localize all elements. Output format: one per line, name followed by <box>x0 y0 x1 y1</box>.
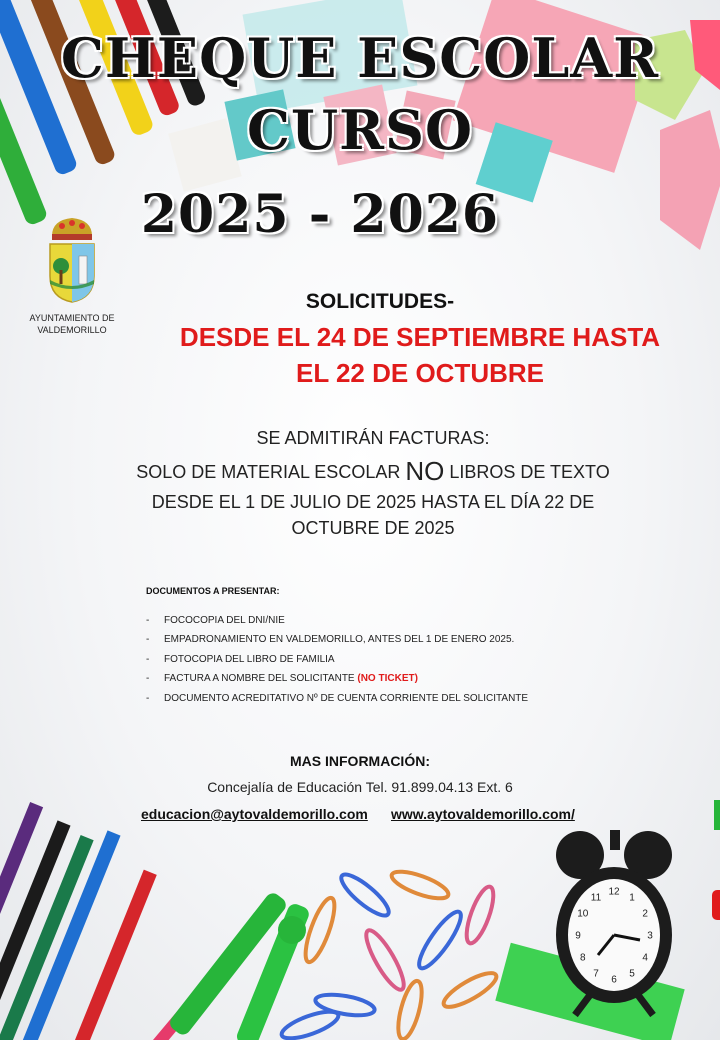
clock-numeral: 7 <box>593 968 599 980</box>
compass-illustration <box>167 890 311 1040</box>
no-ticket-note: (NO TICKET) <box>357 673 418 685</box>
clock-numeral: 5 <box>629 968 635 980</box>
info-contact: Concejalía de Educación Tel. 91.899.04.13 Ext. 6 <box>207 779 513 795</box>
list-item <box>146 672 528 691</box>
clock-numeral: 9 <box>575 930 581 942</box>
clock-numeral: 11 <box>590 892 602 904</box>
list-item <box>146 633 528 652</box>
list-item <box>146 614 528 633</box>
clock-numeral: 6 <box>611 974 617 986</box>
facturas-heading: SE ADMITIRÁN FACTURAS: <box>256 428 490 448</box>
title-line-2: CURSO <box>247 98 473 162</box>
documents-heading: DOCUMENTOS A PRESENTAR: <box>146 586 280 596</box>
documents-list <box>146 614 528 711</box>
facturas-line-1 <box>120 456 626 487</box>
coat-of-arms-icon <box>44 214 100 306</box>
email-link[interactable]: educacion@aytovaldemorillo.com <box>141 806 368 822</box>
title-year: 2025 - 2026 <box>140 184 500 245</box>
document-item-text: DOCUMENTO ACREDITATIVO Nº DE CUENTA CORRIENTE DEL SOLICITANTE <box>164 692 529 704</box>
facturas-line-1-post: LIBROS DE TEXTO <box>444 462 610 482</box>
document-item-text: FOTOCOPIA DEL LIBRO DE FAMILIA <box>164 653 335 665</box>
document-item-text: FOCOCOPIA DEL DNI/NIE <box>164 615 285 626</box>
clock-numeral: 3 <box>647 930 653 942</box>
facturas-line-2: DESDE EL 1 DE JULIO DE 2025 HASTA EL DÍA 22 DE <box>151 492 595 512</box>
clock-numeral: 10 <box>577 908 589 920</box>
solicitudes-dates-line-2: EL 22 DE OCTUBRE <box>295 358 544 388</box>
clock-numeral: 1 <box>629 892 635 904</box>
clock-numeral: 8 <box>580 952 586 964</box>
document-item-text: FACTURA A NOMBRE DEL SOLICITANTE <box>164 673 358 685</box>
info-heading: MAS INFORMACIÓN: <box>290 753 430 769</box>
seal-label: AYUNTAMIENTO DE VALDEMORILLO <box>29 313 115 335</box>
facturas-line-3: OCTUBRE DE 2025 <box>291 518 455 538</box>
facturas-no-emphasis: NO <box>405 456 445 486</box>
clock-numeral: 4 <box>642 952 648 964</box>
solicitudes-heading: SOLICITUDES- <box>305 290 455 313</box>
facturas-line-1-pre: SOLO DE MATERIAL ESCOLAR <box>136 462 406 482</box>
website-link[interactable]: www.aytovaldemorillo.com/ <box>391 806 575 822</box>
clock-numeral: 12 <box>608 886 620 898</box>
clock-numeral: 2 <box>642 908 648 920</box>
title-line-1: CHEQUE ESCOLAR <box>60 26 660 90</box>
list-item <box>146 692 528 711</box>
solicitudes-dates-line-1: DESDE EL 24 DE SEPTIEMBRE HASTA <box>179 322 661 352</box>
document-item-text: EMPADRONAMIENTO EN VALDEMORILLO, ANTES DEL 1 DE ENERO 2025. <box>164 634 515 646</box>
paper-clips-illustration <box>279 866 501 1040</box>
list-item <box>146 653 528 672</box>
